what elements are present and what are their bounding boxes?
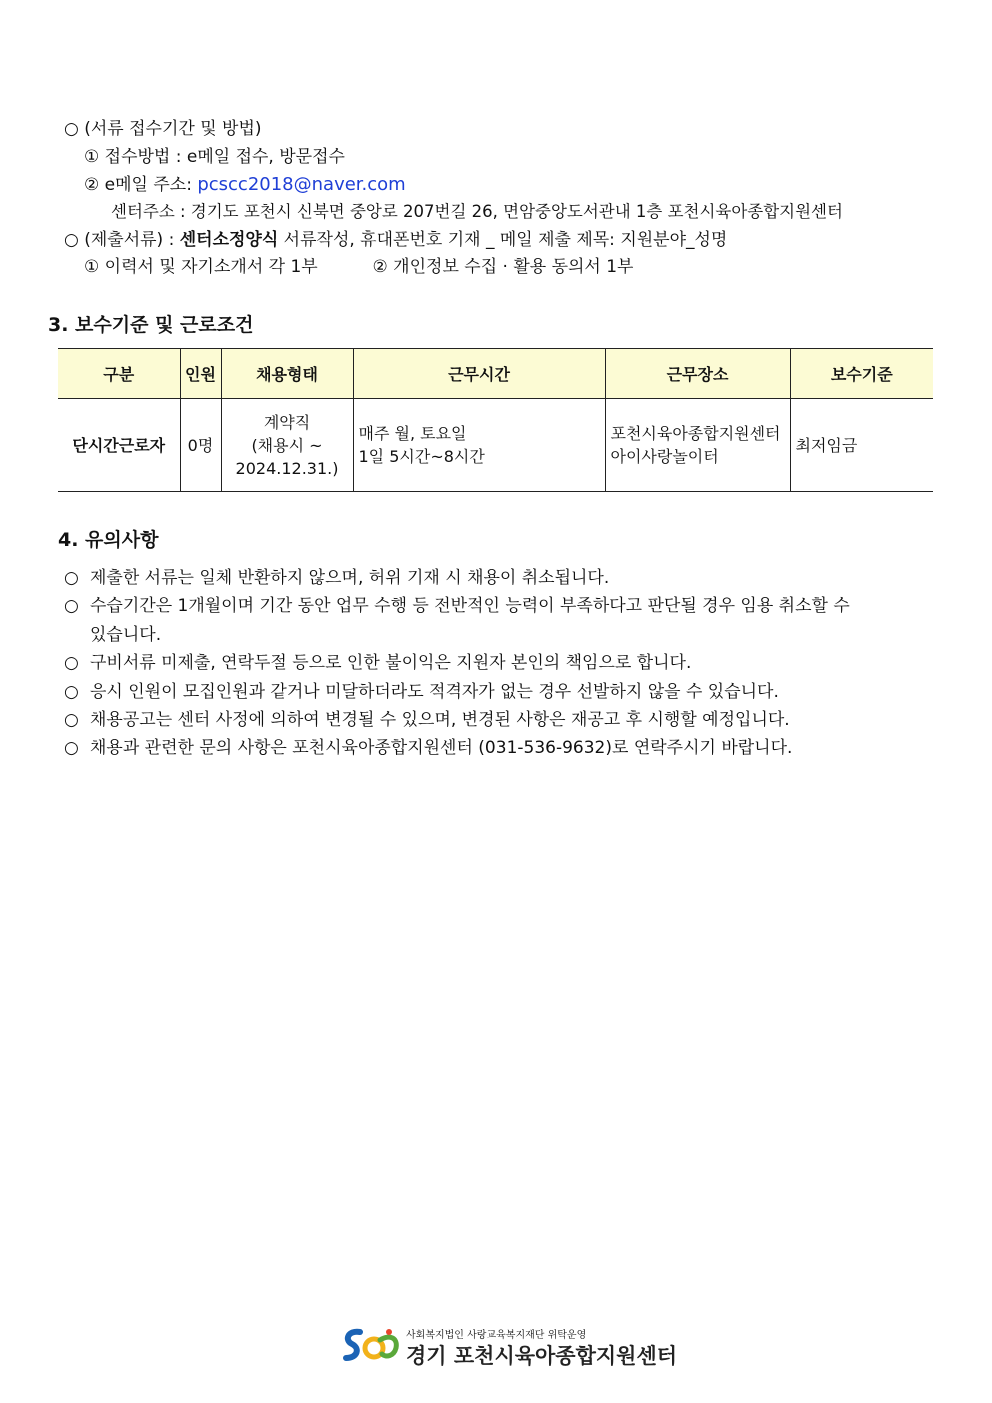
cell-type: 단시간근로자 — [58, 399, 180, 492]
documents-line — [64, 229, 727, 251]
note-text: 채용공고는 센터 사정에 의하여 변경될 수 있으며, 변경된 사항은 재공고 후 시행할 예정입니다. — [90, 710, 790, 730]
reception-email-line — [84, 174, 406, 196]
conditions-table — [58, 348, 933, 492]
center-logo-icon — [340, 1324, 402, 1368]
note-text: 제출한 서류는 일체 반환하지 않으며, 허위 기재 시 채용이 취소됩니다. — [90, 568, 610, 588]
cell-count: 0명 — [180, 399, 221, 492]
reception-method: ① 접수방법 : e메일 접수, 방문접수 — [84, 147, 345, 167]
list-item — [64, 567, 609, 589]
hours-days: 매주 월, 토요일 — [358, 424, 467, 443]
section4-title: 4. 유의사항 — [58, 529, 159, 551]
documents-form: 센터소정양식 — [179, 230, 279, 250]
header-count: 인원 — [180, 349, 221, 399]
cell-hours — [353, 399, 605, 492]
reception-heading: ○ (서류 접수기간 및 방법) — [64, 119, 262, 139]
bullet-mark: ○ — [64, 682, 79, 702]
header-employment: 채용형태 — [221, 349, 353, 399]
bullet-mark: ○ — [64, 568, 79, 588]
table-row — [58, 399, 933, 492]
bullet-mark: ○ — [64, 653, 79, 673]
cell-employment — [221, 399, 353, 492]
cell-pay: 최저임금 — [790, 399, 933, 492]
note-text: 응시 인원이 모집인원과 같거나 미달하더라도 적격자가 없는 경우 선발하지 않을 수 있습니다. — [90, 682, 779, 702]
note-text: 수습기간은 1개월이며 기간 동안 업무 수행 등 전반적인 능력이 부족하다고 판단될 경우 임용 취소할 수 — [90, 596, 850, 616]
email-label: ② e메일 주소: — [84, 175, 198, 195]
place-name: 포천시육아종합지원센터 — [610, 424, 781, 443]
list-item — [64, 595, 850, 617]
note-text: 구비서류 미제출, 연락두절 등으로 인한 불이익은 지원자 본인의 책임으로 합니다. — [90, 653, 692, 673]
list-item-continuation: 있습니다. — [90, 625, 162, 645]
employment-period-start: (채용시 ~ — [251, 435, 323, 455]
document-consent: ② 개인정보 수집 · 활용 동의서 1부 — [372, 257, 634, 277]
header-category: 구분 — [58, 349, 180, 399]
center-address: 센터주소 : 경기도 포천시 신북면 중앙로 207번길 26, 면암중앙도서관내 1층 포천시육아종합지원센터 — [111, 202, 843, 221]
bullet-mark: ○ — [64, 738, 79, 758]
cell-place — [605, 399, 790, 492]
employment-type: 계약직 — [263, 412, 311, 432]
documents-prefix: ○ (제출서류) : — [64, 230, 180, 250]
hours-daily: 1일 5시간~8시간 — [358, 447, 485, 466]
place-sub: 아이사랑놀이터 — [610, 447, 719, 466]
list-item — [64, 737, 792, 759]
documents-suffix: 서류작성, 휴대폰번호 기재 _ 메일 제출 제목: 지원분야_성명 — [278, 230, 728, 250]
bullet-mark: ○ — [64, 596, 79, 616]
header-pay: 보수기준 — [790, 349, 933, 399]
section3-title: 3. 보수기준 및 근로조건 — [48, 314, 254, 336]
document-resume: ① 이력서 및 자기소개서 각 1부 — [84, 257, 318, 277]
documents-list — [84, 256, 633, 278]
bullet-mark: ○ — [64, 710, 79, 730]
list-item — [64, 709, 790, 731]
footer-logo — [340, 1322, 678, 1372]
header-hours: 근무시간 — [353, 349, 605, 399]
email-address[interactable]: pcscc2018@naver.com — [197, 174, 406, 195]
employment-period-end: 2024.12.31.) — [235, 458, 339, 478]
header-place: 근무장소 — [605, 349, 790, 399]
table-header-row — [58, 349, 933, 399]
list-item — [64, 652, 691, 674]
note-text: 채용과 관련한 문의 사항은 포천시육아종합지원센터 (031-536-9632)로 연락주시기 바랍니다. — [90, 738, 793, 758]
list-item — [64, 681, 779, 703]
footer-center-name: 경기 포천시육아종합지원센터 — [406, 1344, 678, 1368]
footer-subtitle: 사회복지법인 사랑교육복지재단 위탁운영 — [406, 1330, 587, 1341]
